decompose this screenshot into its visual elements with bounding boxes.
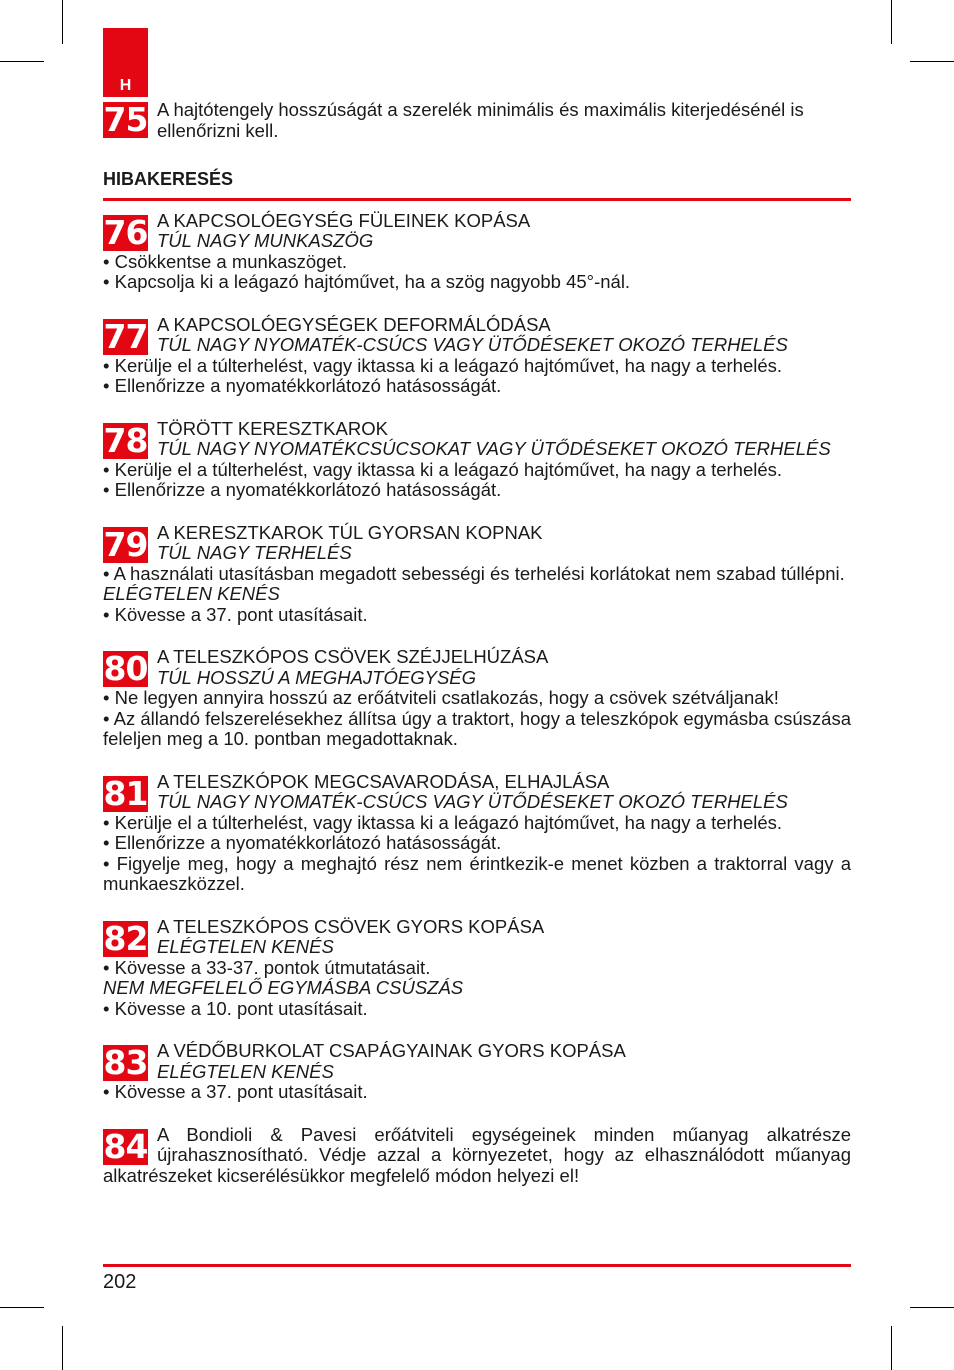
troubleshooting-item	[103, 211, 851, 293]
item-instruction: • Kerülje el a túlterhelést, vagy iktassa ki a leágazó hajtóművet, ha nagy a terhelés.	[103, 811, 783, 833]
item-title: TÖRÖTT KERESZTKAROK	[157, 417, 388, 439]
item-number-badge: 80	[103, 649, 148, 688]
item-instruction: • Kövesse a 33-37. pontok útmutatásait.	[103, 956, 431, 978]
item-instruction: • Csökkentse a munkaszöget.	[103, 250, 348, 272]
item-instruction: • Kövesse a 37. pont utasításait.	[103, 1081, 368, 1102]
crop-mark	[891, 0, 892, 44]
item-instruction: • Ellenőrizze a nyomatékkorlátozó hatásosságát.	[103, 832, 502, 853]
troubleshooting-item	[103, 523, 851, 626]
crop-mark	[62, 1326, 63, 1370]
page-content	[103, 100, 851, 1186]
item-instruction: • Kövesse a 37. pont utasításait.	[103, 603, 368, 625]
troubleshooting-item	[103, 917, 851, 1020]
troubleshooting-list	[103, 211, 851, 1103]
item-title: A KAPCSOLÓEGYSÉG FÜLEINEK KOPÁSA	[157, 209, 531, 231]
item-number-badge: 76	[103, 212, 148, 252]
troubleshooting-item	[103, 419, 851, 501]
item-cause: TÚL NAGY NYOMATÉK-CSÚCS VAGY ÜTŐDÉSEKET OKOZÓ TERHELÉS	[157, 334, 788, 355]
item-cause: TÚL HOSSZÚ A MEGHAJTÓEGYSÉG	[157, 666, 477, 688]
crop-mark	[0, 61, 44, 62]
item-number-badge: 81	[103, 773, 148, 813]
footer-divider	[103, 1264, 851, 1267]
item-title: A TELESZKÓPOS CSÖVEK GYORS KOPÁSA	[157, 915, 545, 937]
item-cause: ELÉGTELEN KENÉS	[157, 1060, 334, 1082]
item-instruction: • Figyelje meg, hogy a meghajtó rész nem érintkezik-e menet közben a traktorral vagy a munkaeszközzel.	[103, 852, 851, 894]
item-instruction: • Az állandó felszerelésekhez állítsa úgy a traktort, hogy a teleszkópok egymásba csúszása feleljen meg a 10. pontban megadottaknak.	[103, 707, 851, 749]
item-instruction: • Kerülje el a túlterhelést, vagy iktassa ki a leágazó hajtóművet, ha nagy a terhelés.	[103, 458, 783, 480]
item-number-badge: 75	[103, 100, 148, 139]
item-cause-secondary: NEM MEGFELELŐ EGYMÁSBA CSÚSZÁS	[103, 977, 464, 998]
crop-mark	[62, 0, 63, 44]
item-cause-secondary: ELÉGTELEN KENÉS	[103, 583, 280, 604]
crop-mark	[910, 1307, 954, 1308]
section-title: HIBAKERESÉS	[103, 169, 234, 189]
item-cause: ELÉGTELEN KENÉS	[157, 936, 334, 957]
item-title: A KAPCSOLÓEGYSÉGEK DEFORMÁLÓDÁSA	[157, 313, 551, 335]
item-instruction: • Kapcsolja ki a leágazó hajtóművet, ha a szög nagyobb 45°-nál.	[103, 271, 631, 292]
troubleshooting-item	[103, 315, 851, 397]
item-instruction: • Ne legyen annyira hosszú az erőátviteli csatlakozás, hogy a csövek szétváljanak!	[103, 687, 779, 708]
item-instruction: • Ellenőrizze a nyomatékkorlátozó hatásosságát.	[103, 479, 502, 500]
closing-text: A Bondioli & Pavesi erőátviteli egységeinek minden műanyag alkatrésze újrahasznosítható. Védje azzal a környezetet, hogy az elhasználódott műanyag alkatrészeket kicserélésükkor megfelelő módon helyezi el!	[103, 1123, 851, 1186]
item-instruction: • A használati utasításban megadott sebességi és terhelési korlátokat nem szabad túllépni.	[103, 562, 845, 584]
section-divider	[103, 198, 851, 201]
item-title: A TELESZKÓPOK MEGCSAVARODÁSA, ELHAJLÁSA	[157, 770, 610, 792]
language-tab: H	[103, 28, 148, 97]
troubleshooting-item	[103, 647, 851, 750]
item-instruction: • Kerülje el a túlterhelést, vagy iktassa ki a leágazó hajtóművet, ha nagy a terhelés.	[103, 354, 783, 376]
item-number-badge: 78	[103, 420, 148, 460]
item-number-badge: 83	[103, 1043, 148, 1082]
item-instruction: • Ellenőrizze a nyomatékkorlátozó hatásosságát.	[103, 375, 502, 396]
crop-mark	[910, 61, 954, 62]
troubleshooting-item	[103, 1041, 851, 1103]
closing-item	[103, 1125, 851, 1187]
item-number-badge: 79	[103, 524, 148, 564]
crop-mark	[891, 1326, 892, 1370]
item-title: A KERESZTKAROK TÚL GYORSAN KOPNAK	[157, 521, 543, 543]
item-number-badge: 84	[103, 1126, 148, 1166]
page-number: 202	[103, 1271, 137, 1293]
item-instruction: • Kövesse a 10. pont utasításait.	[103, 997, 368, 1019]
item-number-badge: 82	[103, 918, 148, 958]
item-cause: TÚL NAGY NYOMATÉKCSÚCSOKAT VAGY ÜTŐDÉSEKET OKOZÓ TERHELÉS	[157, 438, 831, 459]
item-title: A TELESZKÓPOS CSÖVEK SZÉJJELHÚZÁSA	[157, 646, 549, 667]
intro-item	[103, 100, 851, 141]
item-title: A VÉDŐBURKOLAT CSAPÁGYAINAK GYORS KOPÁSA	[157, 1040, 626, 1061]
item-cause: TÚL NAGY NYOMATÉK-CSÚCS VAGY ÜTŐDÉSEKET OKOZÓ TERHELÉS	[157, 791, 788, 812]
item-cause: TÚL NAGY TERHELÉS	[157, 542, 352, 563]
item-number-badge: 77	[103, 316, 148, 356]
troubleshooting-item	[103, 772, 851, 895]
intro-text: A hajtótengely hosszúságát a szerelék minimális és maximális kiterjedésénél is ellenőrizni kell.	[157, 99, 804, 141]
crop-mark	[0, 1307, 44, 1308]
item-cause: TÚL NAGY MUNKASZÖG	[157, 230, 374, 251]
